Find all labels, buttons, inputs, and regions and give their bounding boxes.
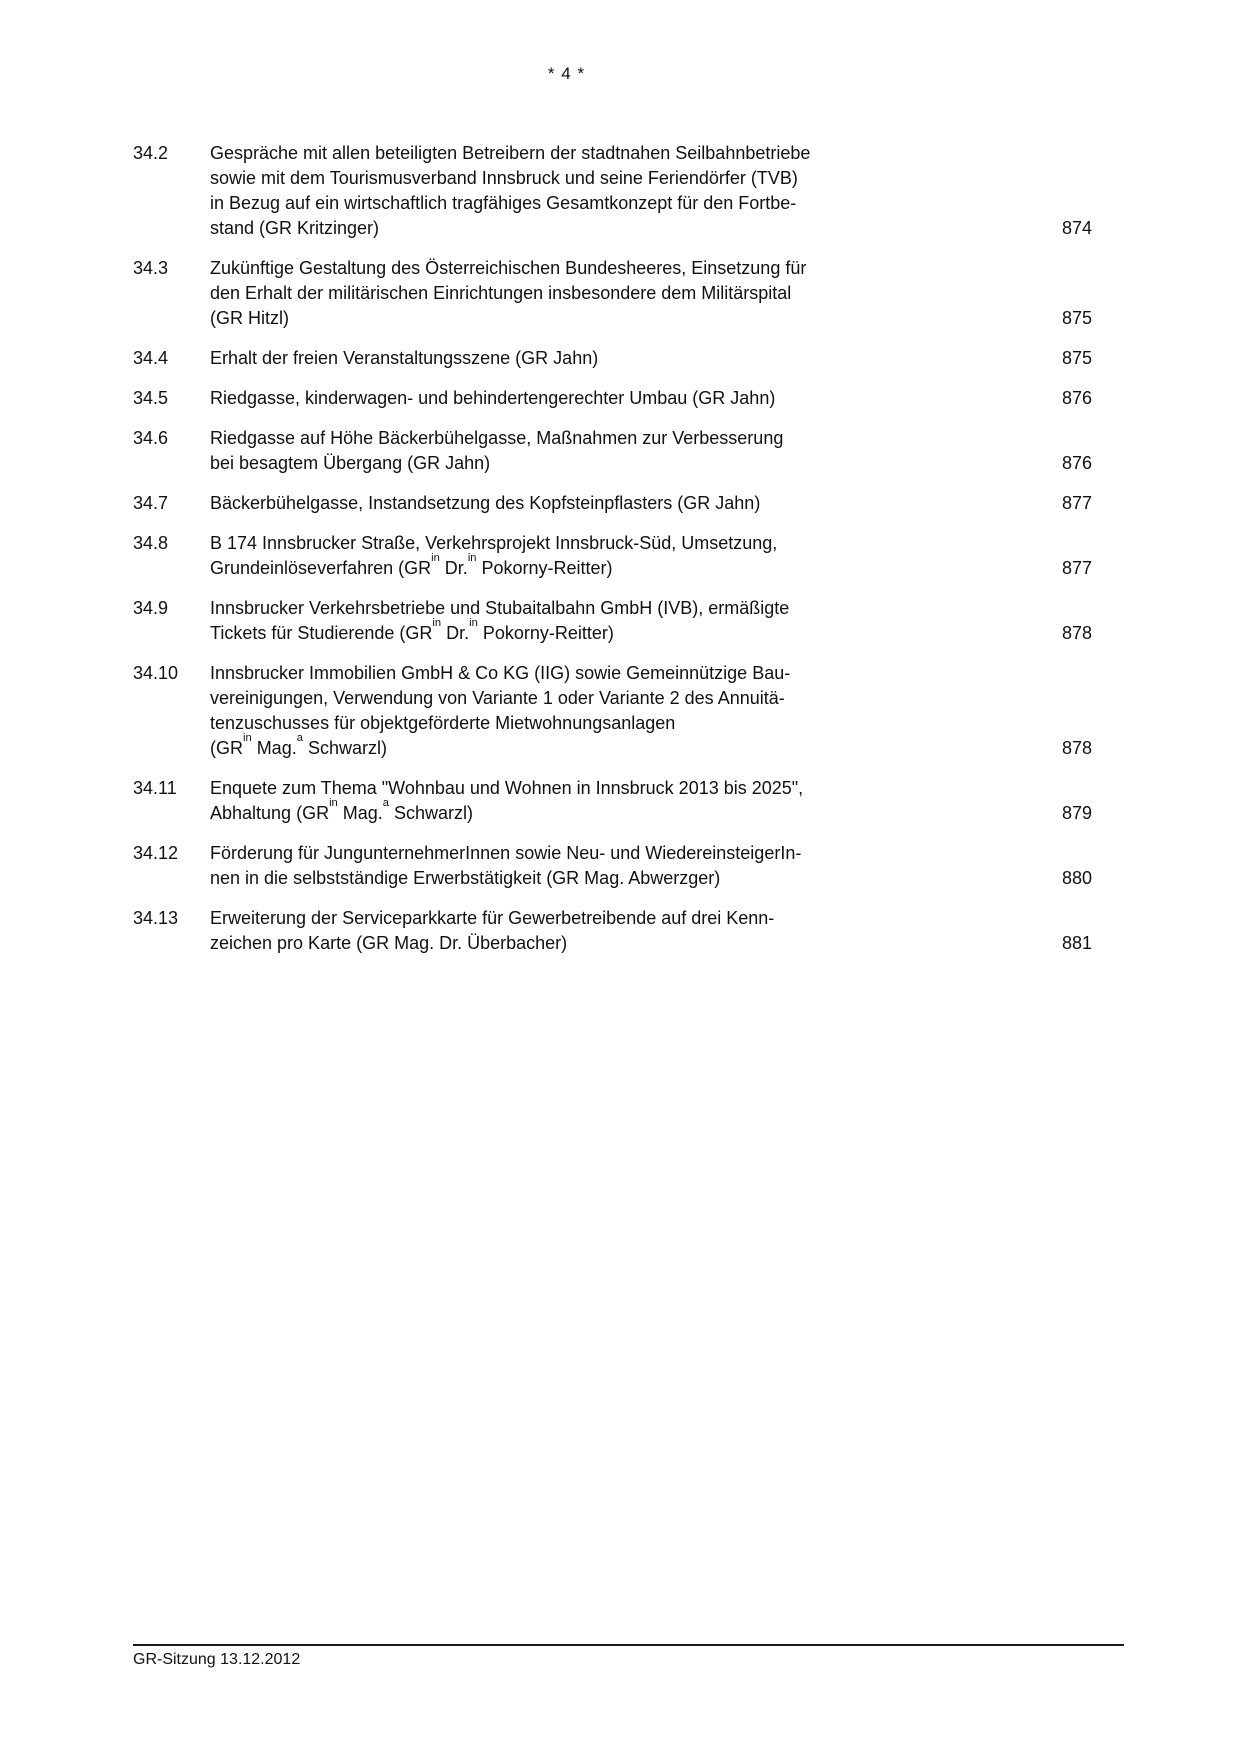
toc-item-title: [210, 596, 1020, 646]
toc-item-title: [210, 256, 1020, 331]
toc-item-number: 34.13: [133, 908, 179, 928]
toc-item-page-number: 879: [1061, 803, 1092, 823]
toc-item: [133, 531, 1092, 581]
toc-item: [133, 661, 1092, 761]
toc-item-title-line: Grundeinlöseverfahren ($GR^{in}$ Dr.$^{in}$ Pokorny-Reitter): [210, 552, 613, 578]
toc-item-page-number: 877: [1061, 558, 1092, 578]
toc-item: [133, 841, 1092, 891]
toc-item-title: [210, 491, 1020, 516]
toc-item-title-line: in Bezug auf ein wirtschaftlich tragfähiges Gesamtkonzept für den Fortbe-: [210, 193, 797, 213]
toc-item-number: 34.11: [133, 778, 177, 798]
toc-item-title-line: Innsbrucker Immobilien GmbH & Co KG (IIG) sowie Gemeinnützige Bau-: [210, 663, 791, 683]
toc-item: [133, 256, 1092, 331]
superscript-suffix: in: [467, 552, 477, 565]
toc-item-title-line: Zukünftige Gestaltung des Österreichischen Bundesheeres, Einsetzung für: [210, 258, 807, 278]
toc-item-title-line: stand (GR Kritzinger): [210, 218, 380, 238]
toc-item-title-line: Förderung für JungunternehmerInnen sowie Neu- und WiedereinsteigerIn-: [210, 843, 802, 863]
toc-item-number: 34.5: [133, 388, 169, 408]
superscript-suffix: a: [382, 797, 390, 810]
toc-item: [133, 776, 1092, 826]
toc-item-title-line: Riedgasse auf Höhe Bäckerbühelgasse, Maßnahmen zur Verbesserung: [210, 428, 784, 448]
page-number-marker: * 4 *: [547, 64, 586, 83]
toc-item-title: [210, 661, 1020, 761]
toc-item-number: 34.2: [133, 143, 169, 163]
toc-item-title-line: bei besagtem Übergang (GR Jahn): [210, 453, 491, 473]
toc-item-number: 34.4: [133, 348, 169, 368]
toc-item-page-number: 876: [1061, 453, 1092, 473]
toc-item: [133, 906, 1092, 956]
toc-item-title: [210, 346, 1020, 371]
toc-item-number: 34.6: [133, 428, 169, 448]
toc-item: [133, 596, 1092, 646]
toc-item-title-line: den Erhalt der militärischen Einrichtungen insbesondere dem Militärspital: [210, 283, 792, 303]
toc-item-page-number: 878: [1061, 738, 1092, 758]
superscript-suffix: in: [329, 797, 338, 810]
toc-item-title-line: Erhalt der freien Veranstaltungsszene (GR Jahn): [210, 348, 599, 368]
toc-item-page-number: 875: [1061, 308, 1092, 328]
toc-item-title-line: B 174 Innsbrucker Straße, Verkehrsprojekt Innsbruck-Süd, Umsetzung,: [210, 533, 778, 553]
toc-item-page-number: 878: [1061, 623, 1092, 643]
toc-item-title-line: Abhaltung ($GR^{in}$ Mag.$^a$ Schwarzl): [210, 797, 474, 823]
toc-item-title: [210, 531, 1020, 581]
toc-item: [133, 491, 1092, 516]
toc-item-title: [210, 906, 1020, 956]
toc-item: [133, 426, 1092, 476]
toc-item-title-line: Enquete zum Thema "Wohnbau und Wohnen in Innsbruck 2013 bis 2025",: [210, 778, 804, 798]
toc-item-title-line: zeichen pro Karte (GR Mag. Dr. Überbacher): [210, 933, 568, 953]
toc-item-page-number: 880: [1061, 868, 1092, 888]
superscript-suffix: a: [296, 732, 303, 745]
superscript-suffix: in: [432, 617, 442, 630]
toc-item-title-line: (GR Hitzl): [210, 308, 289, 328]
toc-item-title-line: nen in die selbstständige Erwerbstätigkeit (GR Mag. Abwerzger): [210, 868, 721, 888]
toc-item-title-line: Riedgasse, kinderwagen- und behindertengerechter Umbau (GR Jahn): [210, 388, 776, 408]
toc-item-title-line: Innsbrucker Verkehrsbetriebe und Stubaitalbahn GmbH (IVB), ermäßigte: [210, 598, 790, 618]
footer-session-label: GR-Sitzung 13.12.2012: [133, 1644, 1124, 1670]
toc-item-number: 34.8: [133, 533, 169, 553]
toc-item-title-line: Tickets für Studierende ($GR^{in}$ Dr.$^{in}$ Pokorny-Reitter): [210, 617, 614, 643]
toc-item: [133, 386, 1092, 411]
superscript-suffix: in: [431, 552, 440, 565]
superscript-suffix: in: [243, 732, 252, 745]
toc-item-title-line: vereinigungen, Verwendung von Variante 1 oder Variante 2 des Annuitä-: [210, 688, 785, 708]
table-of-contents: [133, 141, 1092, 971]
toc-item-page-number: 877: [1061, 493, 1092, 513]
toc-item-number: 34.3: [133, 258, 169, 278]
toc-item-page-number: 876: [1061, 388, 1092, 408]
toc-item-number: 34.12: [133, 843, 179, 863]
toc-item-title: [210, 386, 1020, 411]
toc-item-title: [210, 141, 1020, 241]
superscript-suffix: in: [469, 617, 478, 630]
toc-item-title-line: Erweiterung der Serviceparkkarte für Gewerbetreibende auf drei Kenn-: [210, 908, 775, 928]
toc-item-title: [210, 841, 1020, 891]
toc-item-number: 34.10: [133, 663, 179, 683]
toc-item-title-line: sowie mit dem Tourismusverband Innsbruck und seine Feriendörfer (TVB): [210, 168, 798, 188]
toc-item-title: [210, 776, 1020, 826]
toc-item: [133, 346, 1092, 371]
toc-item-title-line: tenzuschusses für objektgeförderte Mietwohnungsanlagen: [210, 713, 676, 733]
toc-item: [133, 141, 1092, 241]
toc-item-title-line: Gespräche mit allen beteiligten Betreibern der stadtnahen Seilbahnbetriebe: [210, 143, 811, 163]
toc-item-number: 34.9: [133, 598, 169, 618]
toc-item-page-number: 874: [1061, 218, 1092, 238]
toc-item-title-line: Bäckerbühelgasse, Instandsetzung des Kopfsteinpflasters (GR Jahn): [210, 493, 761, 513]
toc-item-number: 34.7: [133, 493, 169, 513]
toc-item-page-number: 875: [1061, 348, 1092, 368]
toc-item-title: [210, 426, 1020, 476]
toc-item-title-line: ($GR^{in}$ Mag.$^a$ Schwarzl): [210, 732, 387, 758]
toc-item-page-number: 881: [1061, 933, 1092, 953]
